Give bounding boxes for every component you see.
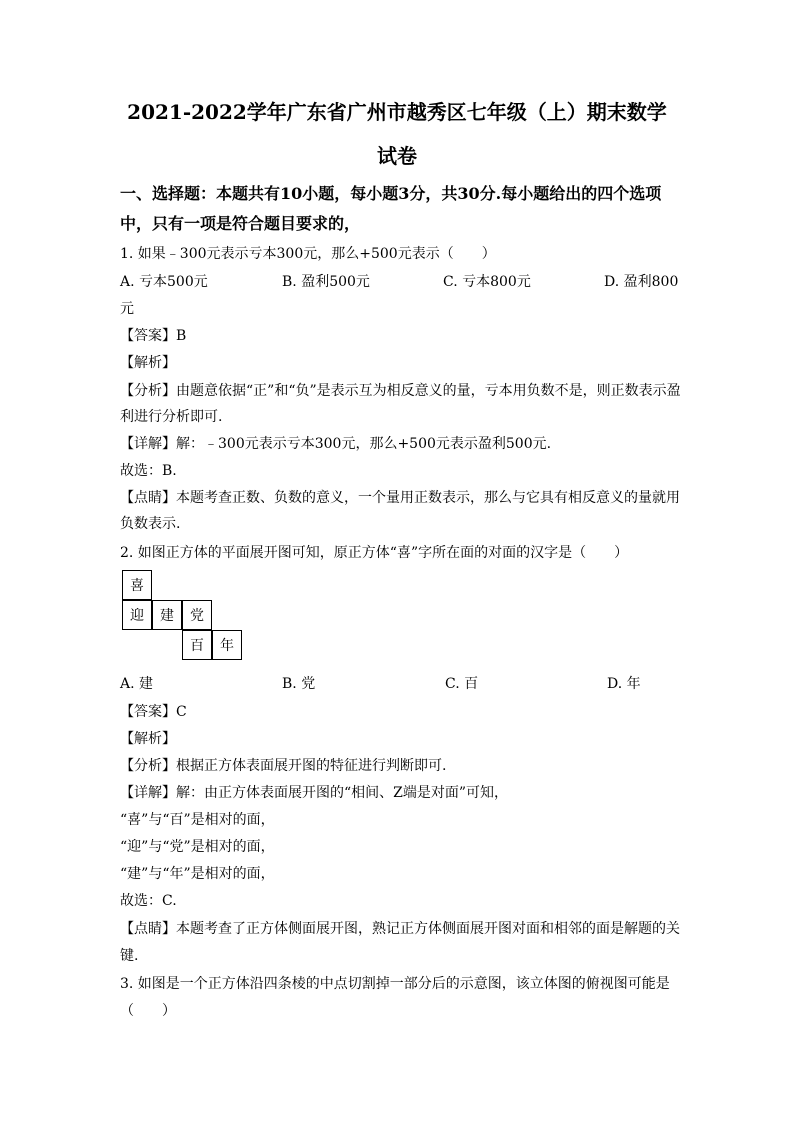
q2-fenxi: 【分析】根据正方体表面展开图的特征进行判断即可. [120,758,447,774]
section-heading-line-1: 一、选择题：本题共有10小题，每小题3分，共30分.每小题给出的四个选项 [120,184,662,203]
section-heading-line-2: 中，只有一项是符合题目要求的， [120,214,361,233]
net-cell-jian: 建 [152,600,182,630]
q1-stem: 1. 如果﹣300元表示亏本300元，那么+500元表示（ ） [120,246,496,262]
q2-stem: 2. 如图正方体的平面展开图可知，原正方体“喜”字所在面的对面的汉字是（ ） [120,545,629,561]
q2-pair-3: “建”与“年”是相对的面， [120,866,275,882]
q2-guxuan: 故选：C. [120,893,177,909]
q1-option-b: B. 盈利500元 [282,274,370,290]
q2-option-c: C. 百 [445,676,479,692]
q2-option-d: D. 年 [607,676,641,692]
q1-option-c: C. 亏本800元 [443,274,531,290]
net-cell-dang: 党 [182,600,212,630]
q2-pair-2: “迎”与“党”是相对的面， [120,839,275,855]
q1-answer: 【答案】B [120,328,187,344]
q2-dianjing-line-1: 【点睛】本题考查了正方体侧面展开图，熟记正方体侧面展开图对面和相邻的面是解题的关 [120,921,680,937]
q1-option-a: A. 亏本500元 [120,274,208,290]
q1-fenxi-line-2: 利进行分析即可. [120,409,223,425]
net-cell-xi: 喜 [122,570,152,600]
q1-analysis-heading: 【解析】 [120,355,176,371]
q2-option-a: A. 建 [120,676,154,692]
q2-dianjing-line-2: 键. [120,948,139,964]
q2-answer: 【答案】C [120,704,187,720]
net-cell-nian: 年 [212,630,242,660]
net-cell-ying: 迎 [122,600,152,630]
q2-option-b: B. 党 [282,676,316,692]
q1-xiangjie: 【详解】解：﹣300元表示亏本300元，那么+500元表示盈利500元. [120,436,552,452]
q3-stem-line-2: （ ） [120,1003,176,1019]
net-cell-bai: 百 [182,630,212,660]
q2-pair-1: “喜”与“百”是相对的面， [120,812,275,828]
q1-option-d: D. 盈利800 [604,274,679,290]
page-title-line-1: 2021-2022学年广东省广州市越秀区七年级（上）期末数学 [127,100,667,124]
q1-fenxi-line-1: 【分析】由题意依据“正”和“负”是表示互为相反意义的量，亏本用负数不是，则正数表示盈 [120,383,681,399]
q1-guxuan: 故选：B. [120,463,177,479]
page-title-line-2: 试卷 [377,144,417,168]
q2-xiangjie: 【详解】解：由正方体表面展开图的“相间、Z端是对面”可知， [120,785,509,801]
q2-analysis-heading: 【解析】 [120,731,176,747]
q1-dianjing-line-1: 【点睛】本题考查正数、负数的意义，一个量用正数表示，那么与它具有相反意义的量就用 [120,490,680,506]
q3-stem-line-1: 3. 如图是一个正方体沿四条棱的中点切割掉一部分后的示意图，该立体图的俯视图可能是 [120,976,670,992]
q1-dianjing-line-2: 负数表示. [120,516,181,532]
q1-option-d-continued: 元 [120,301,134,317]
